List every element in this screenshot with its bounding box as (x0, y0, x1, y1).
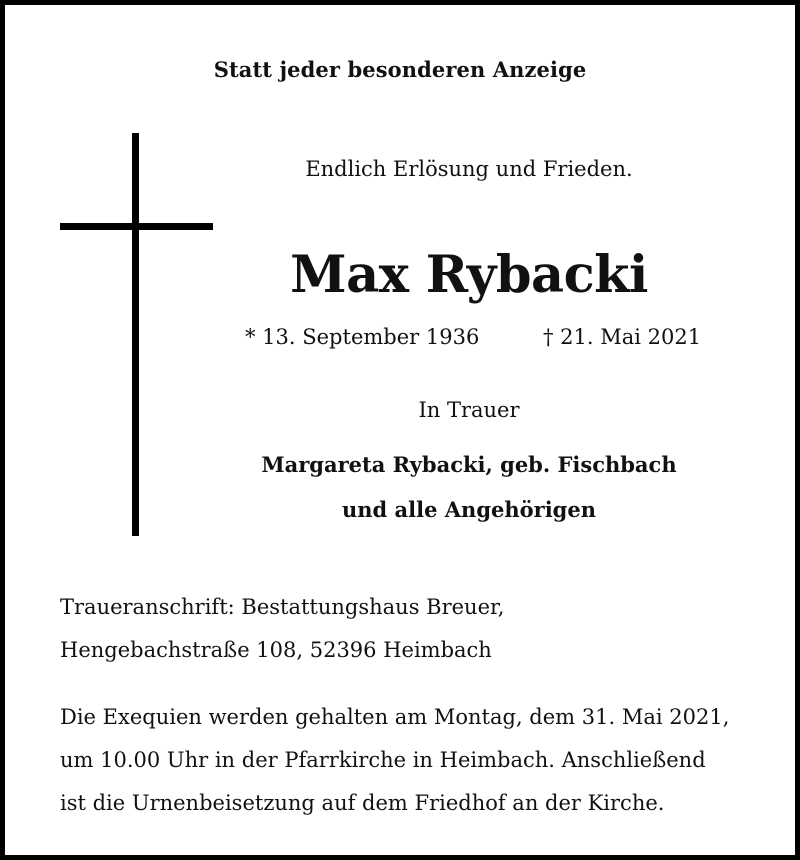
birth-date: * 13. September 1936 (245, 325, 480, 349)
address-line: Hengebachstraße 108, 52396 Heimbach (60, 638, 492, 662)
deceased-name: Max Rybacki (290, 245, 648, 305)
service-line: ist die Urnenbeisetzung auf dem Friedhof an der Kirche. (60, 791, 665, 815)
cross-vertical-bar (132, 133, 139, 536)
address-line: Traueranschrift: Bestattungshaus Breuer, (60, 595, 505, 619)
service-line: Die Exequien werden gehalten am Montag, dem 31. Mai 2021, (60, 705, 730, 729)
death-date: † 21. Mai 2021 (543, 325, 702, 349)
mourner-line: und alle Angehörigen (342, 497, 596, 522)
mourner-line: Margareta Rybacki, geb. Fischbach (261, 452, 677, 477)
service-line: um 10.00 Uhr in der Pfarrkirche in Heimbach. Anschließend (60, 748, 706, 772)
motto: Endlich Erlösung und Frieden. (305, 157, 633, 181)
notice-header: Statt jeder besonderen Anzeige (213, 57, 587, 82)
cross-horizontal-bar (60, 223, 213, 230)
mourning-label: In Trauer (418, 398, 520, 422)
